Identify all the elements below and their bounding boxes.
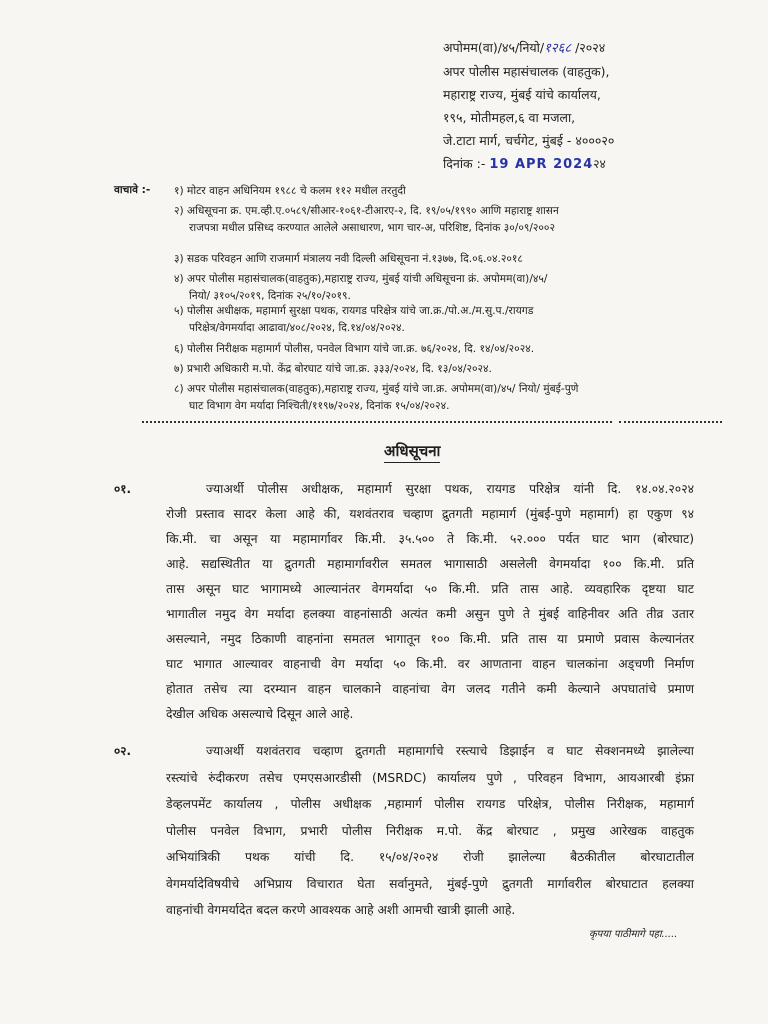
office-line-3: १९५, मोतीमहल,६ वा मजला,	[443, 110, 576, 125]
date-label: दिनांक :-	[443, 156, 486, 171]
paragraph-number: ०१.	[114, 482, 132, 496]
office-line-1: अपर पोलीस महासंचालक (वाहतुक),	[443, 64, 610, 79]
reference-item-5-line-1: ५) पोलीस अधीक्षक, महामार्ग सुरक्षा पथक, रायगड परिक्षेत्र यांचे जा.क्र./पो.अ./म.सु.प./रायगड	[174, 305, 534, 317]
paragraph-line: असल्याने, नमुद ठिकाणी वाहनांना समतल भागातून १०० कि.मी. प्रति तास या प्रमाणे प्रवास केल्यानंतर	[166, 632, 694, 646]
paragraph-line: पोलीस पनवेल विभाग, प्रभारी पोलीस निरीक्षक म.पो. केंद्र बोरघाट , प्रमुख आरेखक वाहतुक	[166, 823, 694, 838]
paragraph-line: तास असून घाट भागामध्ये आल्यानंतर वेगमर्यादा ५० कि.मी. प्रति तास आहे. व्यवहारिक दृष्टया घाट	[166, 582, 694, 596]
notification-title: अधिसूचना	[384, 441, 440, 463]
office-header	[443, 36, 743, 176]
date-line	[443, 152, 743, 176]
ref-suffix: /२०२४	[571, 40, 606, 55]
reference-item-4-line-1: ४) अपर पोलीस महासंचालक(वाहतुक),महाराष्ट्र राज्य, मुंबई यांची अधिसूचना क्रं. अपोमम(वा)/४५/	[174, 273, 548, 285]
office-line-2: महाराष्ट्र राज्य, मुंबई यांचे कार्यालय,	[443, 87, 601, 102]
paragraph-line: भागातील नमुद वेग मर्यादा हलक्या वाहनांसाठी अत्यंत कमी असुन पुणे ते मुंबई वाहिनीवर अति तीव्र उतार	[166, 607, 694, 621]
date-stamp: 19 APR 2024	[489, 157, 594, 172]
paragraph-line: घाट भागात आल्यावर वाहनाची वेग मर्यादा ५० कि.मी. वर आणताना वाहन चालकांना अड्चणी निर्माण	[166, 657, 694, 671]
reference-item-6-line-1: ६) पोलीस निरीक्षक महामार्ग पोलीस, पनवेल विभाग यांचे जा.क्र. ७६/२०२४, दि. १४/०४/२०२४.	[174, 343, 535, 355]
reference-item-4-line-2: नियो/ ३१०५/२०१९, दिनांक २५/१०/२०१९.	[189, 290, 351, 302]
ref-prefix: अपोमम(वा)/४५/नियो/	[443, 40, 545, 55]
paragraph-line: देखील अधिक असल्याचे दिसून आले आहे.	[166, 707, 354, 721]
paragraph-line: आहे. सद्यस्थितीत या द्रुतगती महामार्गावरील समतल भागासाठी असलेली वेगमर्यादा १०० कि.मी. प्रति	[166, 557, 694, 571]
paragraph-line: होतात तसेच त्या दरम्यान वाहन चालकाने वाहनांचा वेग जलद गतीने कमी केल्याने अपघातांचे प्रमाण	[166, 682, 694, 696]
paragraph-line: रोजी प्रस्ताव सादर केला आहे की, यशवंतराव चव्हाण द्रुतगती महामार्ग (मुंबई-पुणे महामार्ग) हा एकुण ९४	[166, 507, 694, 521]
reference-item-8-line-1: ८) अपर पोलीस महासंचालक(वाहतुक),महाराष्ट्र राज्य, मुंबई यांचे जा.क्र. अपोमम(वा)/४५/ नियो/ मुंबई-पुणे	[174, 383, 579, 395]
reference-number	[443, 36, 743, 60]
paragraph-number: ०२.	[114, 744, 132, 758]
ref-number-handwritten: १२६८	[544, 41, 572, 56]
paragraph-line: ज्याअर्थी पोलीस अधीक्षक, महामार्ग सुरक्षा पथक, रायगड परिक्षेत्र यांनी दि. १४.०४.२०२४	[206, 482, 694, 496]
reference-item-8-line-2: घाट विभाग वेग मर्यादा निश्चिती/११९७/२०२४, दिनांक १५/०४/२०२४.	[189, 400, 450, 412]
reference-item-1-line-1: १) मोटर वाहन अधिनियम १९८८ चे कलम ११२ मधील तरतुदी	[174, 185, 406, 197]
reference-item-2-line-2: राजपत्रा मधील प्रसिध्द करण्यात आलेले असाधारण, भाग चार-अ, परिशिष्ट, दिनांक ३०/०९/२००२	[189, 222, 555, 234]
date-handwritten: २४	[593, 157, 606, 171]
paragraph-line: अभियांत्रिकी पथक यांची दि. १५/०४/२०२४ रोजी झालेल्या बैठकीतील बोरघाटातील	[166, 850, 694, 864]
paragraph-line: डेव्हलपमेंट कार्यालय , पोलीस अधीक्षक ,महामार्ग पोलीस रायगड परिक्षेत्र, पोलीस निरीक्षक, महामार्ग	[166, 797, 694, 811]
paragraph-line: ज्याअर्थी यशवंतराव चव्हाण द्रुतगती महामार्गाचे रस्त्याचे डिझाईन व घाट सेक्शनमध्ये झालेल्या	[206, 744, 694, 758]
reference-item-5-line-2: परिक्षेत्र/वेगमर्यादा आढावा/४०८/२०२४, दि.१४/०४/२०२४.	[189, 322, 405, 334]
paragraph-line: कि.मी. चा असून या महामार्गावर कि.मी. ३५.५०० ते कि.मी. ५२.००० पर्यत घाट भाग (बोरघाट)	[166, 532, 694, 546]
page-turn-note: कृपया पाठीमागे पहा.....	[589, 929, 678, 940]
reference-item-7-line-1: ७) प्रभारी अधिकारी म.पो. केंद्र बोरघाट यांचे जा.क्र. ३३३/२०२४, दि. १३/०४/२०२४.	[174, 363, 492, 375]
office-line-4: जे.टाटा मार्ग, चर्चगेट, मुंबई - ४०००२०	[443, 133, 615, 148]
section-divider	[114, 421, 734, 425]
paragraph-line: वाहनांची वेगमर्यादेत बदल करणे आवश्यक आहे अशी आमची खात्री झाली आहे.	[166, 903, 516, 917]
paragraph-line: रस्त्यांचे रुंदीकरण तसेच एमएसआरडीसी (MSRDC) कार्यालय पुणे , परिवहन विभाग, आयआरबी इंफ्रा	[166, 770, 694, 785]
reference-item-3-line-1: ३) सडक परिवहन आणि राजमार्ग मंत्रालय नवी दिल्ली अधिसूचना नं.१३७७, दि.०६.०४.२०१८	[174, 253, 523, 265]
paragraph-line: वेगमर्यादेविषयीचे अभिप्राय विचारात घेता सर्वानुमते, मुंबई-पुणे द्रुतगती मार्गावरील बोरघाटात हलक्या	[166, 876, 694, 891]
references-lead: वाचावे :-	[114, 184, 151, 196]
reference-item-2-line-1: २) अधिसूचना क्र. एम.व्ही.ए.०५८९/सीआर-१०६१-टीआरए-२, दि. १९/०५/१९९० आणि महाराष्ट्र शासन	[174, 205, 559, 217]
